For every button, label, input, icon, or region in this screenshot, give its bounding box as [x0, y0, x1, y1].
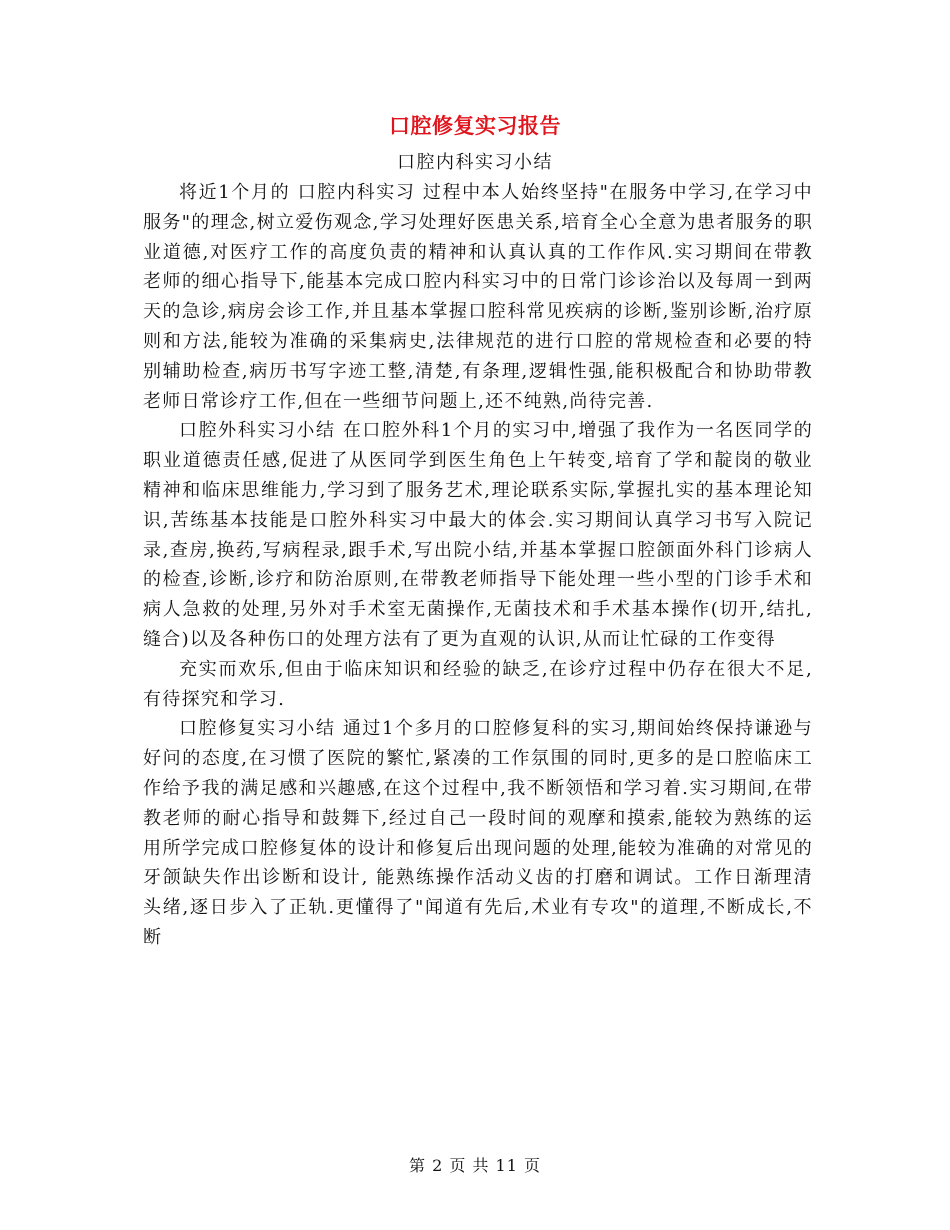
section-heading: 口腔内科实习小结: [397, 152, 553, 173]
document-body: [143, 178, 813, 953]
paragraph-oral-surgery: 口腔外科实习小结 在口腔外科1个月的实习中,增强了我作为一名医同学的职业道德责任感,促进了从医同学到医生角色上午转变,培育了学和靛岗的敬业精神和临床思维能力,学习到了服务艺术,理论联系实际,掌握扎实的基本理论知识,苦练基本技能是口腔外科实习中最大的体会.实习期间认真学习书写入院记录,查房,换药,写病程录,跟手术,写出院小结,并基本掌握口腔颌面外科门诊病人的检查,诊断,诊疗和防治原则,在带教老师指导下能处理一些小型的门诊手术和病人急救的处理,另外对手术室无菌操作,无菌技术和手术基本操作(切开,结扎,缝合)以及各种伤口的处理方法有了更为直观的认识,从而让忙碌的工作变得: [143, 420, 813, 650]
paragraph-surgery-continued: 充实而欢乐,但由于临床知识和经验的缺乏,在诊疗过程中仍存在很大不足,有待探究和学习.: [143, 658, 813, 710]
document-title: 口腔修复实习报告: [389, 113, 561, 138]
paragraph-internal-medicine: 将近1个月的 口腔内科实习 过程中本人始终坚持"在服务中学习,在学习中服务"的理念,树立爱伤观念,学习处理好医患关系,培育全心全意为患者服务的职业道德,对医疗工作的高度负责的精神和认真认真的工作作风.实习期间在带教老师的细心指导下,能基本完成口腔内科实习中的日常门诊诊治以及每周一到两天的急诊,病房会诊工作,并且基本掌握口腔科常见疾病的诊断,鉴别诊断,治疗原则和方法,能较为准确的采集病史,法律规范的进行口腔的常规检查和必要的特别辅助检查,病历书写字迹工整,清楚,有条理,逻辑性强,能积极配合和协助带教老师日常诊疗工作,但在一些细节问题上,还不纯熟,尚待完善.: [143, 182, 813, 412]
page-footer: 第 2 页 共 11 页: [409, 1156, 541, 1175]
paragraph-prosthodontics: 口腔修复实习小结 通过1个多月的口腔修复科的实习,期间始终保持谦逊与好问的态度,在习惯了医院的繁忙,紧凑的工作氛围的同时,更多的是口腔临床工作给予我的满足感和兴趣感,在这个过程中,我不断领悟和学习着.实习期间,在带教老师的耐心指导和鼓舞下,经过自己一段时间的观摩和摸索,能较为熟练的运用所学完成口腔修复体的设计和修复后出现问题的处理,能较为准确的对常见的牙颌缺失作出诊断和设计, 能熟练操作活动义齿的打磨和调试。工作日渐理清头绪,逐日步入了正轨.更懂得了"闻道有先后,术业有专攻"的道理,不断成长,不断: [143, 718, 813, 948]
